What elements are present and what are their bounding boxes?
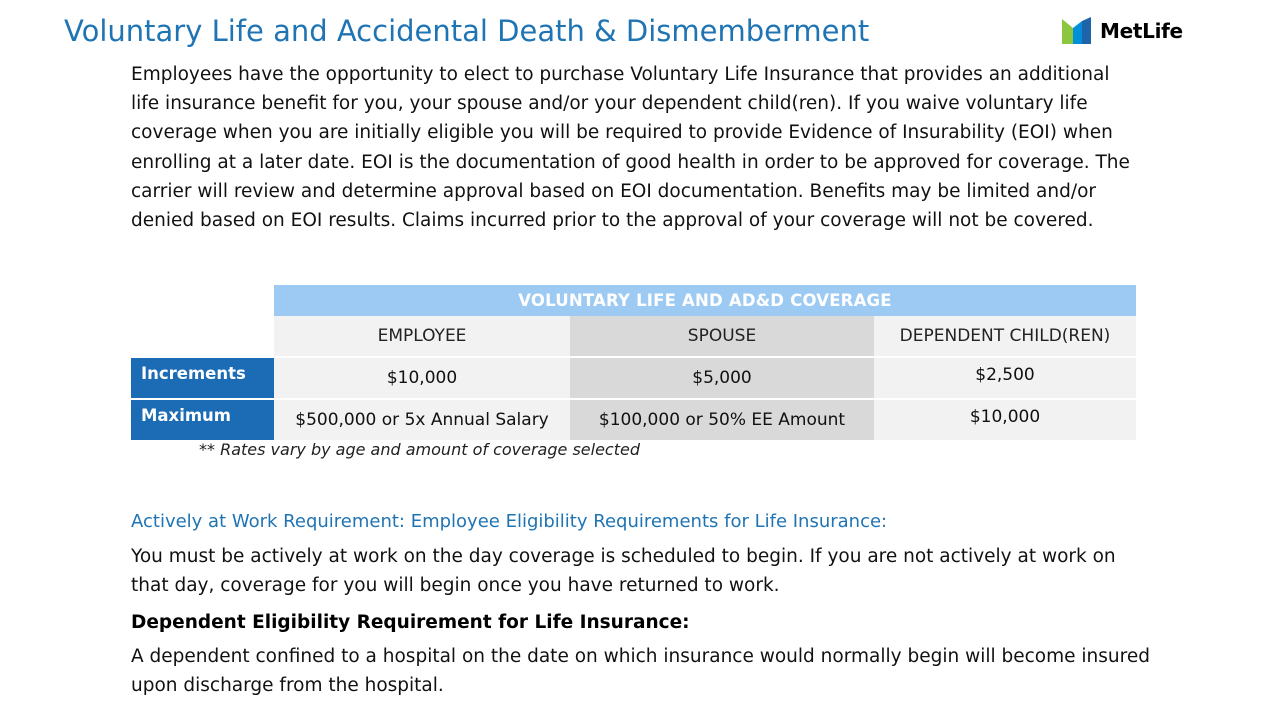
cell-maximum-dependent: $10,000 — [874, 399, 1136, 440]
cell-increments-employee: $10,000 — [274, 357, 570, 399]
intro-section — [131, 60, 1141, 235]
cell-increments-dependent: $2,500 — [874, 357, 1136, 399]
table-row-increments — [131, 357, 1136, 399]
work-requirement-heading: Actively at Work Requirement: Employee Eligibility Requirements for Life Insurance: — [131, 511, 888, 532]
cell-increments-spouse: $5,000 — [570, 357, 874, 399]
metlife-logo — [1062, 16, 1183, 46]
table-corner — [131, 285, 274, 316]
column-header-employee: EMPLOYEE — [274, 316, 570, 357]
work-requirement-text: You must be actively at work on the day coverage is scheduled to begin. If you are not actively at work on that day, coverage for you will begin once you have returned to work. — [131, 546, 1116, 597]
intro-paragraph: Employees have the opportunity to elect to purchase Voluntary Life Insurance that provides an additional life insurance benefit for you, your spouse and/or your dependent child(ren). If you waive voluntary life coverage when you are initially eligible you will be required to provide Evidence of Insurability (EOI) when enrolling at a later date. EOI is the documentation of good health in order to be approved for coverage. The carrier will review and determine approval based on EOI documentation. Benefits may be limited and/or denied based on EOI results. Claims incurred prior to the approval of your coverage will not be covered. — [131, 64, 1130, 232]
table-corner-2 — [131, 316, 274, 357]
column-header-dependent: DEPENDENT CHILD(REN) — [874, 316, 1136, 357]
row-header-increments: Increments — [131, 357, 274, 399]
row-header-maximum: Maximum — [131, 399, 274, 440]
metlife-logo-text: MetLife — [1100, 19, 1183, 43]
column-header-spouse: SPOUSE — [570, 316, 874, 357]
cell-maximum-employee: $500,000 or 5x Annual Salary — [274, 399, 570, 440]
dependent-requirement-heading: Dependent Eligibility Requirement for Life Insurance: — [131, 612, 690, 633]
metlife-logo-icon — [1062, 17, 1092, 45]
table-footnote: ** Rates vary by age and amount of coverage selected — [199, 440, 640, 459]
table-row-maximum — [131, 399, 1136, 440]
table-title: VOLUNTARY LIFE AND AD&D COVERAGE — [274, 285, 1136, 316]
dependent-requirement-text: A dependent confined to a hospital on the date on which insurance would normally begin will become insured upon discharge from the hospital. — [131, 646, 1150, 697]
cell-maximum-spouse: $100,000 or 50% EE Amount — [570, 399, 874, 440]
page-title: Voluntary Life and Accidental Death & Dismemberment — [64, 14, 870, 48]
coverage-table — [131, 285, 1136, 440]
